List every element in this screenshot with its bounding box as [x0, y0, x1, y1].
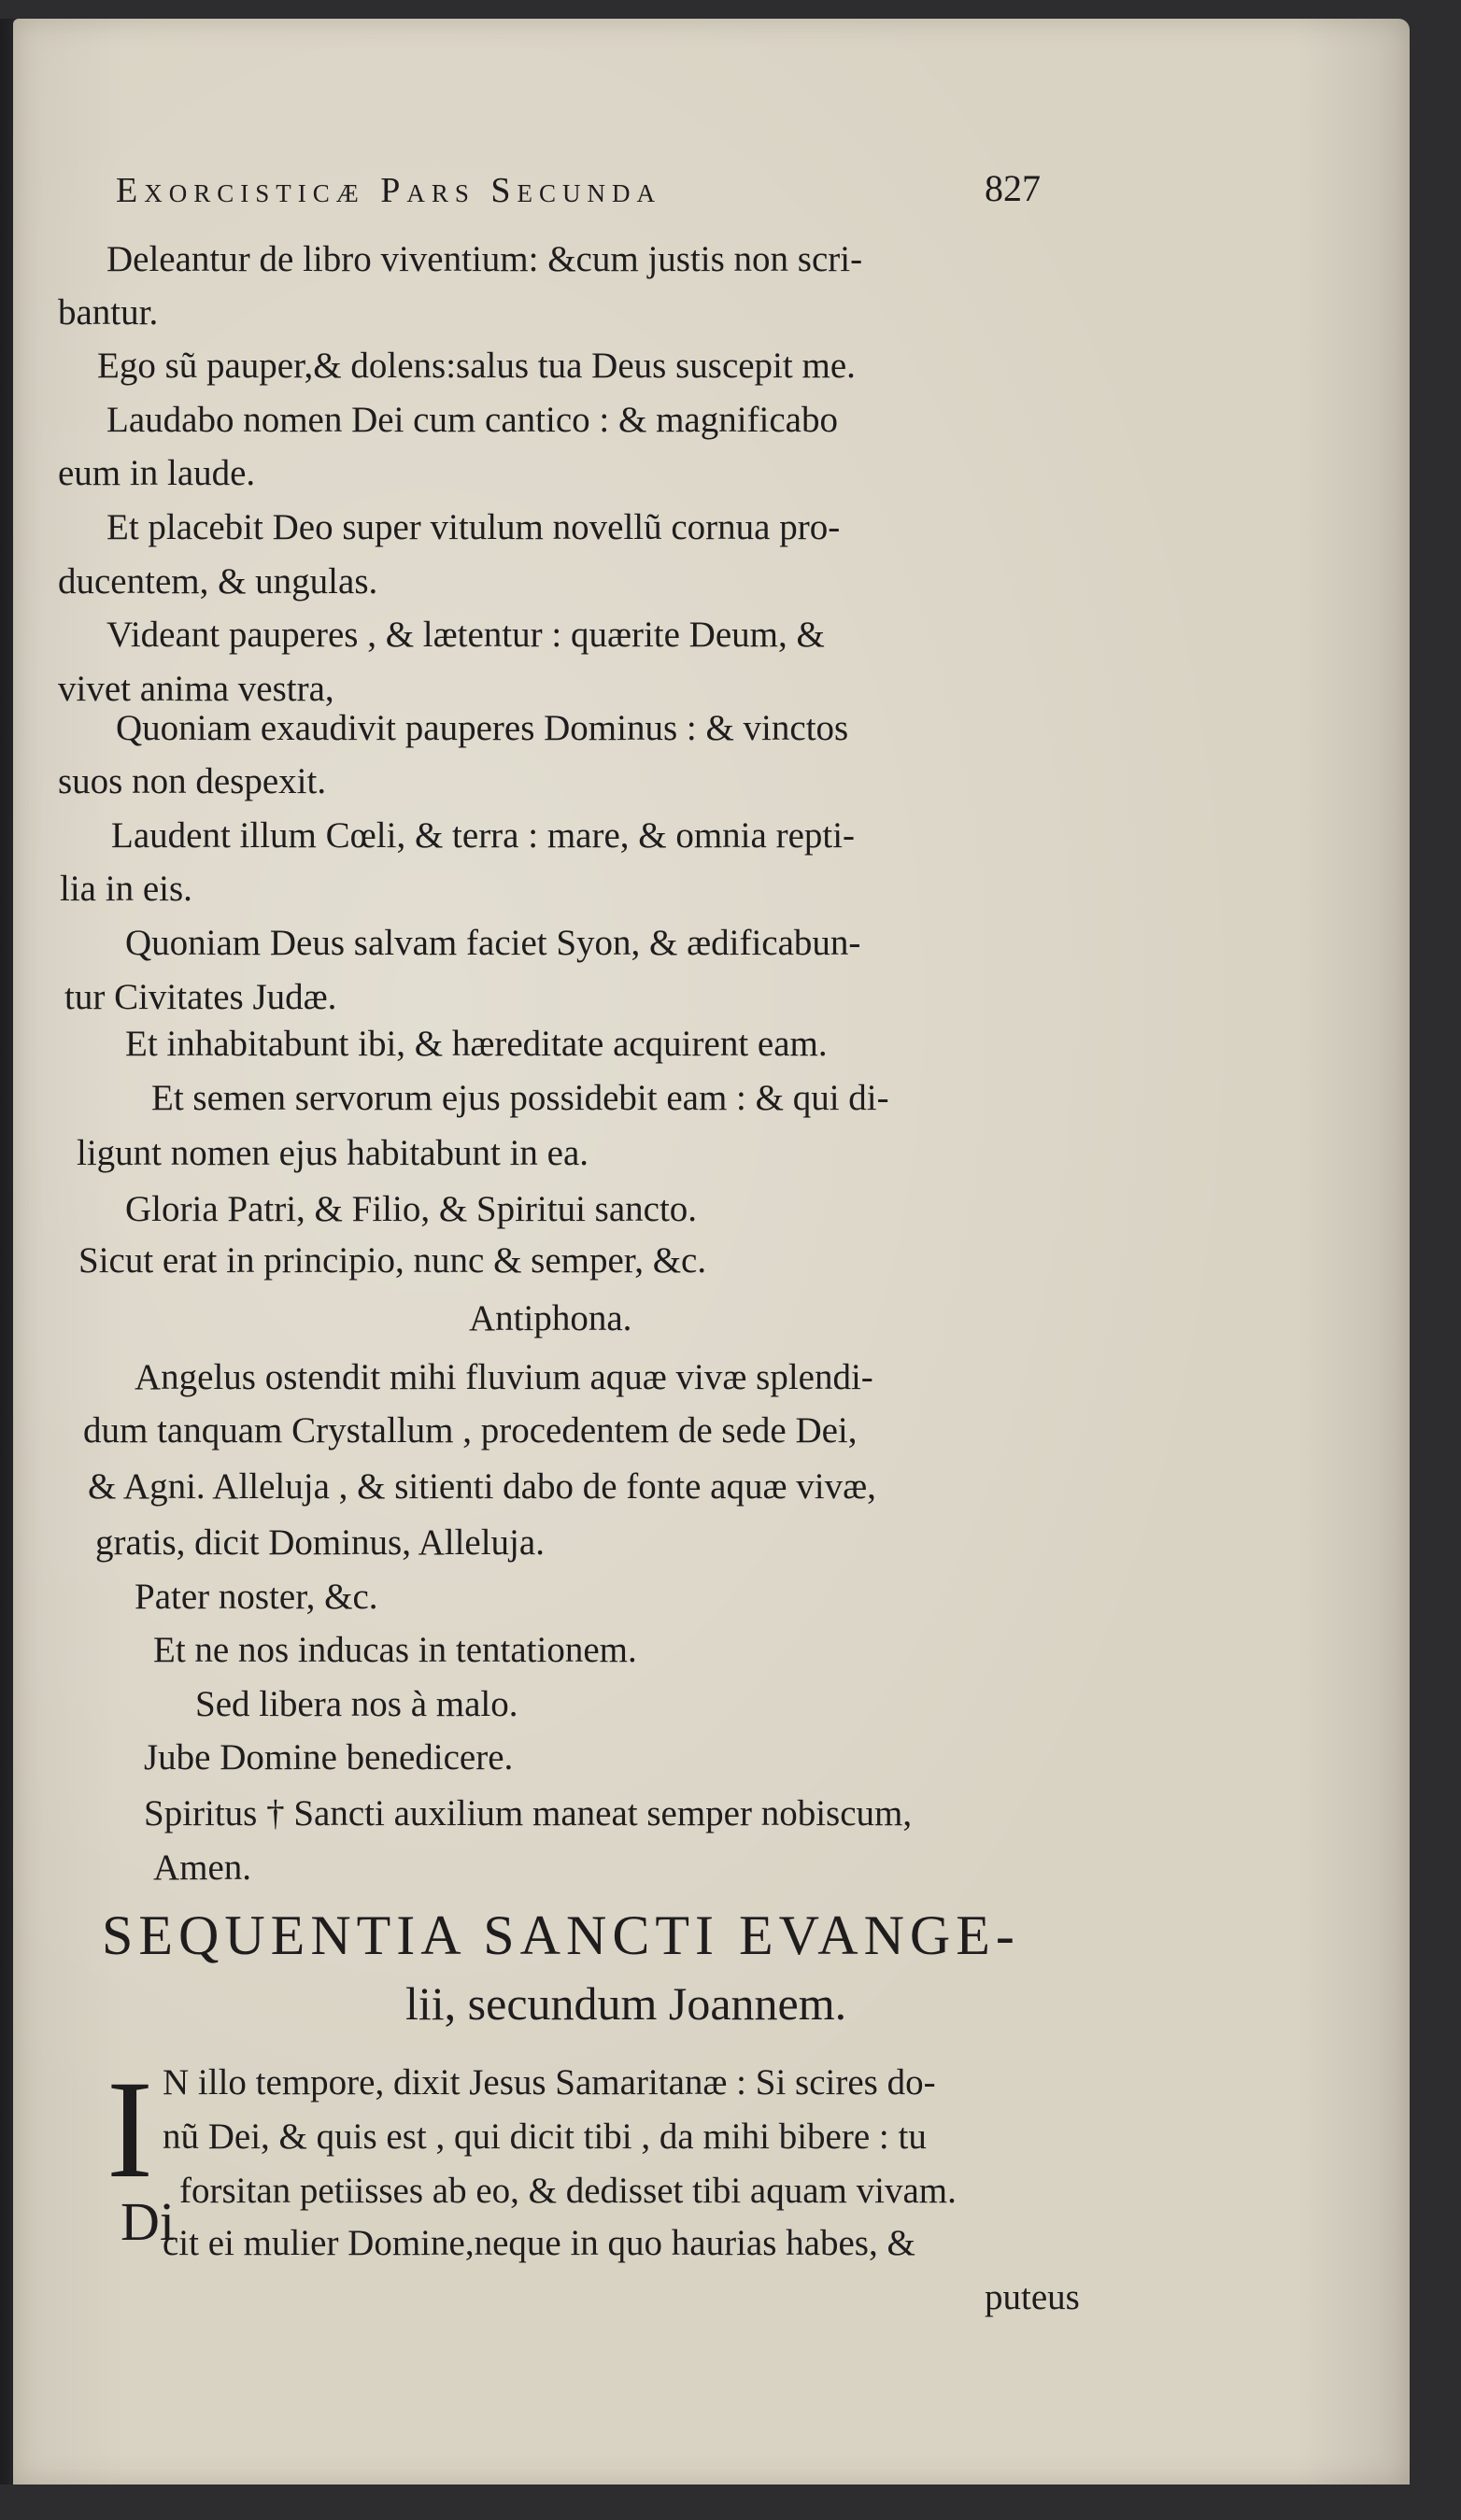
text-line: Et placebit Deo super vitulum novellũ cornua pro-: [106, 507, 841, 547]
text-line: Deleantur de libro viventium: &cum justis non scri-: [106, 239, 863, 279]
text-line: Jube Domine benedicere.: [144, 1737, 514, 1777]
text-line: Laudent illum Cœli, & terra : mare, & omnia repti-: [111, 815, 856, 856]
text-line: & Agni. Alleluja , & sitienti dabo de fonte aquæ vivæ,: [88, 1466, 876, 1507]
text-line: suos non despexit.: [58, 761, 327, 801]
initial-di: Di: [121, 2191, 175, 2252]
text-line: dum tanquam Crystallum , procedentem de sede Dei,: [83, 1410, 858, 1451]
text-line: Et semen servorum ejus possidebit eam : & qui di-: [151, 1078, 889, 1118]
text-line: Quoniam exaudivit pauperes Dominus : & vinctos: [116, 708, 849, 748]
text-line: Laudabo nomen Dei cum cantico : & magnificabo: [106, 400, 838, 440]
antiphona-heading: Antiphona.: [469, 1298, 632, 1338]
gospel-line: forsitan petiisses ab eo, & dedisset tibi aquam vivam.: [179, 2171, 957, 2211]
page-number: 827: [985, 167, 1041, 209]
text-line: Angelus ostendit mihi fluvium aquæ vivæ splendi-: [135, 1357, 873, 1397]
text-line: Videant pauperes , & lætentur : quærite Deum, &: [106, 615, 825, 655]
text-line: Et inhabitabunt ibi, & hæreditate acquirent eam.: [125, 1024, 828, 1064]
sequentia-subtitle: lii, secundum Joannem.: [405, 1977, 847, 2030]
text-line: Amen.: [153, 1848, 252, 1888]
text-line: Pater noster, &c.: [135, 1577, 378, 1617]
text-line: Quoniam Deus salvam faciet Syon, & ædificabun-: [125, 923, 861, 963]
gospel-line: cit ei mulier Domine,neque in quo haurias habes, &: [163, 2223, 915, 2263]
text-line: Ego sũ pauper,& dolens:salus tua Deus suscepit me.: [97, 346, 856, 386]
gospel-line: nũ Dei, & quis est , qui dicit tibi , da mihi bibere : tu: [163, 2117, 927, 2157]
drop-cap: I: [106, 2052, 153, 2207]
text-line: Sicut erat in principio, nunc & semper, &c.: [78, 1240, 707, 1281]
book-page: [13, 19, 1410, 2485]
catchword: puteus: [985, 2277, 1080, 2317]
text-line: Sed libera nos à malo.: [195, 1684, 518, 1724]
text-line: Spiritus † Sancti auxilium maneat semper nobiscum,: [144, 1793, 913, 1833]
text-line: ligunt nomen ejus habitabunt in ea.: [77, 1133, 589, 1173]
text-line: ducentem, & ungulas.: [58, 561, 378, 602]
text-line: Et ne nos inducas in tentationem.: [153, 1630, 637, 1670]
text-line: bantur.: [58, 292, 159, 333]
text-line: tur Civitates Judæ.: [64, 977, 337, 1017]
text-line: lia in eis.: [60, 869, 192, 909]
text-line: vivet anima vestra,: [58, 669, 334, 709]
sequentia-title: SEQUENTIA SANCTI EVANGE-: [102, 1904, 1020, 1966]
text-line: Gloria Patri, & Filio, & Spiritui sancto.: [125, 1189, 698, 1229]
gospel-line: N illo tempore, dixit Jesus Samaritanæ : Si scires do-: [163, 2062, 936, 2102]
text-line: eum in laude.: [58, 453, 256, 493]
running-header: Exorcisticæ Pars Secunda: [116, 171, 662, 210]
text-line: gratis, dicit Dominus, Alleluja.: [95, 1522, 545, 1563]
